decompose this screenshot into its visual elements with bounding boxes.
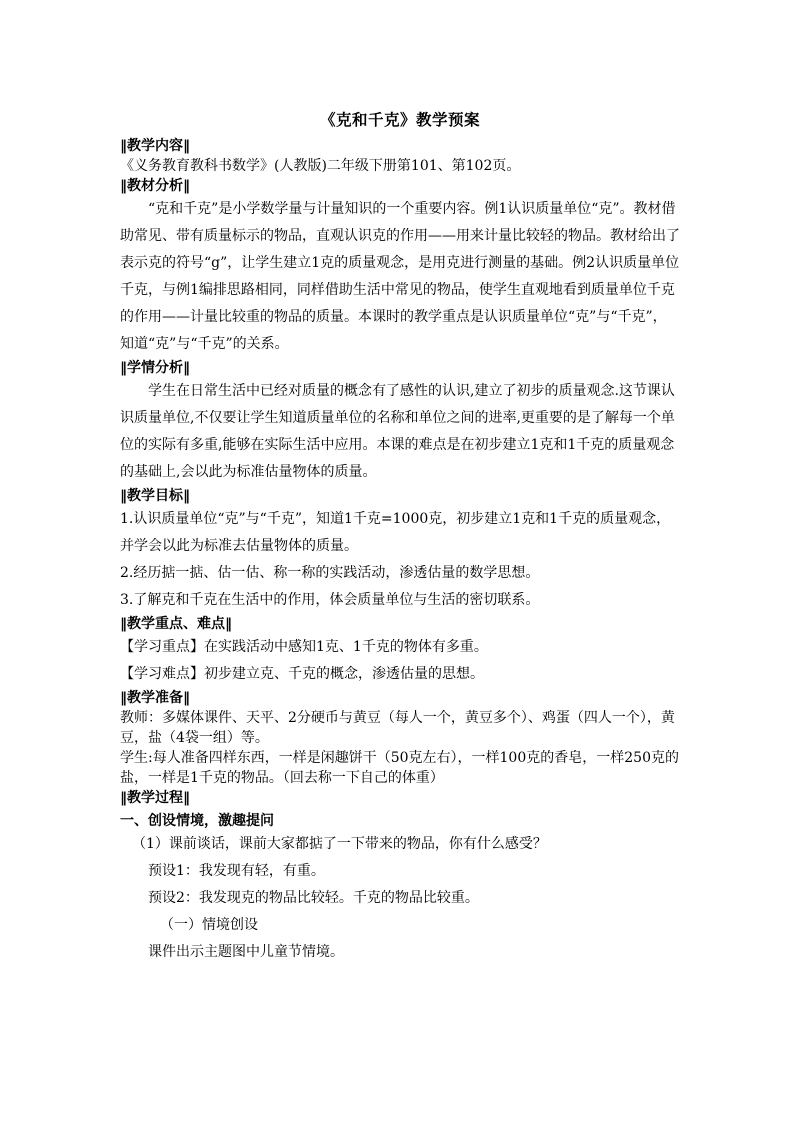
section-heading-content: ‖教学内容‖: [120, 138, 190, 154]
student-preparation: 学生:每人准备四样东西，一样是闲趣饼干（50克左右），一样100克的香皂，一样250克的盐，一样是1千克的物品。（回去称一下自己的体重）: [120, 750, 679, 786]
key-point-item: 【学习重点】在实践活动中感知1克、1千克的物体有多重。: [120, 639, 488, 655]
document-title: 《克和千克》教学预案: [319, 110, 480, 129]
textbook-analysis-text: “克和千克”是小学数学量与计量知识的一个重要内容。例1认识质量单位“克”。教材借助常见、带有质量标示的物品，直观认识克的作用——用来计量比较轻的物品。教材给出了表示克的符号“g”，让学生建立1克的质量观念，是用克进行测量的基础。例2认识质量单位千克，与例1编排思路相同，同样借助生活中常见的物品，使学生直观地看到质量单位千克的作用——计量比较重的物品的质量。本课时的教学重点是认识质量单位“克”与“千克”，知道“克”与“千克”的关系。: [120, 201, 680, 352]
goal-item: 3.了解克和千克在生活中的作用，体会质量单位与生活的密切联系。: [120, 592, 540, 608]
section-heading-goals: ‖教学目标‖: [120, 488, 190, 504]
process-question: （1）课前谈话，课前大家都掂了一下带来的物品，你有什么感受？: [132, 836, 547, 852]
process-text: 课件出示主题图中儿童节情境。: [148, 944, 344, 960]
section-heading-preparation: ‖教学准备‖: [120, 690, 190, 706]
document-page: [120, 100, 680, 966]
key-point-item: 【学习难点】初步建立克、千克的概念，渗透估量的思想。: [120, 666, 484, 682]
process-subheading: （一）情境创设: [160, 917, 258, 933]
process-preset: 预设2：我发现克的物品比较轻。千克的物品比较重。: [148, 890, 479, 906]
section-heading-textbook: ‖教材分析‖: [120, 178, 190, 194]
student-analysis-text: 学生在日常生活中已经对质量的概念有了感性的认识,建立了初步的质量观念.这节课认识质量单位,不仅要让学生知道质量单位的名称和单位之间的进率,更重要的是了解每一个单位的实际有多重,能够在实际生活中应用。本课的难点是在初步建立1克和1千克的质量观念的基础上,会以此为标准估量物体的质量。: [120, 383, 675, 480]
section-heading-key-points: ‖教学重点、难点‖: [120, 616, 232, 632]
section-heading-process: ‖教学过程‖: [120, 790, 190, 806]
teacher-preparation: 教师：多媒体课件、天平、2分硬币与黄豆（每人一个，黄豆多个）、鸡蛋（四人一个），黄豆，盐（4袋一组）等。: [120, 710, 675, 746]
process-step-heading: 一、创设情境，激趣提问: [120, 813, 274, 829]
goal-item: 1.认识质量单位“克”与“千克”，知道1千克=1000克，初步建立1克和1千克的质量观念，并学会以此为标准去估量物体的质量。: [120, 511, 671, 554]
process-preset: 预设1：我发现有轻，有重。: [148, 863, 325, 879]
section-heading-students: ‖学情分析‖: [120, 360, 190, 376]
content-text: 《义务教育教科书数学》(人教版)二年级下册第101、第102页。: [120, 158, 521, 174]
goal-item: 2.经历掂一掂、估一估、称一称的实践活动，渗透估量的数学思想。: [120, 565, 540, 581]
